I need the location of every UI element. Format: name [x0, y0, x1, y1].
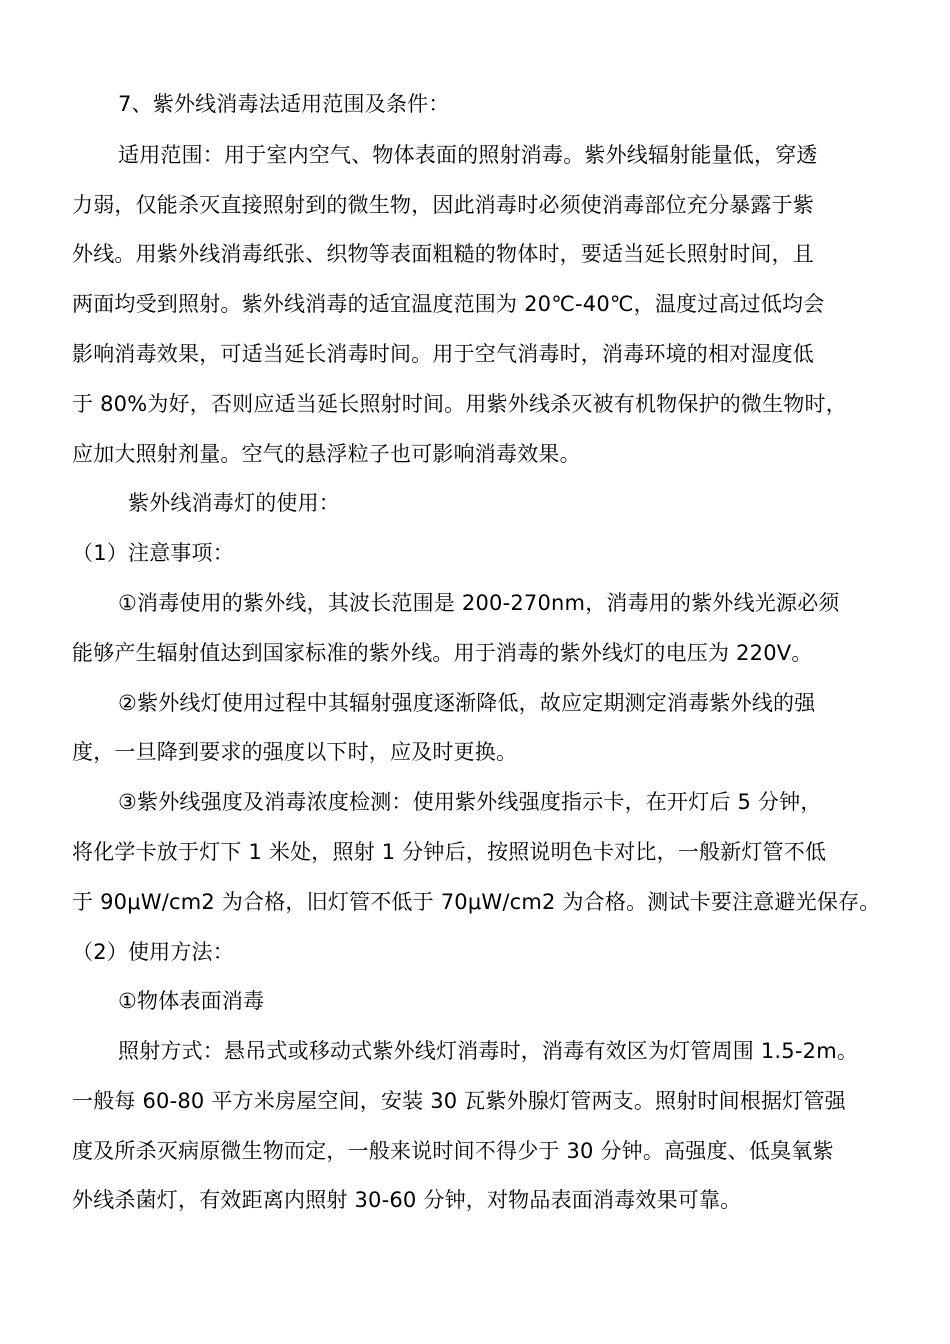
- lamp-usage-heading: 紫外线消毒灯的使用：: [128, 491, 340, 515]
- section-heading: 7、紫外线消毒法适用范围及条件：: [118, 92, 450, 116]
- scope-paragraph-line: 两面均受到照射。紫外线消毒的适宜温度范围为 20℃-40℃，温度过高过低均会: [72, 292, 825, 316]
- scope-paragraph-line: 影响消毒效果，可适当延长消毒时间。用于空气消毒时，消毒环境的相对湿度低: [72, 342, 814, 366]
- scope-paragraph-line: 力弱，仅能杀灭直接照射到的微生物，因此消毒时必须使消毒部位充分暴露于紫: [72, 193, 814, 217]
- irradiation-paragraph-line: 度及所杀灭病原微生物而定，一般来说时间不得少于 30 分钟。高强度、低臭氧紫: [72, 1139, 834, 1163]
- note-1-line: 能够产生辐射值达到国家标准的紫外线。用于消毒的紫外线灯的电压为 220V。: [72, 641, 813, 665]
- scope-paragraph-line: 外线。用紫外线消毒纸张、织物等表面粗糙的物体时，要适当延长照射时间，且: [72, 242, 814, 266]
- notes-heading: （1）注意事项：: [72, 541, 234, 565]
- note-3-line: ③紫外线强度及消毒浓度检测：使用紫外线强度指示卡，在开灯后 5 分钟，: [118, 790, 822, 814]
- note-3-line: 于 90μW/cm2 为合格，旧灯管不低于 70μW/cm2 为合格。测试卡要注意避光保存。: [72, 890, 881, 914]
- note-1-line: ①消毒使用的紫外线，其波长范围是 200-270nm，消毒用的紫外线光源必须: [118, 591, 840, 615]
- scope-paragraph-line: 适用范围：用于室内空气、物体表面的照射消毒。紫外线辐射能量低，穿透: [118, 143, 818, 167]
- irradiation-paragraph-line: 一般每 60-80 平方米房屋空间，安装 30 瓦紫外腺灯管两支。照射时间根据灯管强: [72, 1089, 846, 1113]
- method-heading: （2）使用方法：: [72, 940, 234, 964]
- note-3-line: 将化学卡放于灯下 1 米处，照射 1 分钟后，按照说明色卡对比，一般新灯管不低: [72, 840, 827, 864]
- surface-disinfection-heading: ①物体表面消毒: [118, 989, 265, 1013]
- scope-paragraph-line: 于 80%为好，否则应适当延长照射时间。用紫外线杀灭被有机物保护的微生物时，: [72, 392, 847, 416]
- irradiation-paragraph-line: 照射方式：悬吊式或移动式紫外线灯消毒时，消毒有效区为灯管周围 1.5-2m。: [118, 1039, 859, 1063]
- scope-paragraph-line: 应加大照射剂量。空气的悬浮粒子也可影响消毒效果。: [72, 442, 581, 466]
- irradiation-paragraph-line: 外线杀菌灯，有效距离内照射 30-60 分钟，对物品表面消毒效果可靠。: [72, 1188, 742, 1212]
- note-2-line: ②紫外线灯使用过程中其辐射强度逐渐降低，故应定期测定消毒紫外线的强: [118, 691, 816, 715]
- note-2-line: 度，一旦降到要求的强度以下时，应及时更换。: [72, 740, 518, 764]
